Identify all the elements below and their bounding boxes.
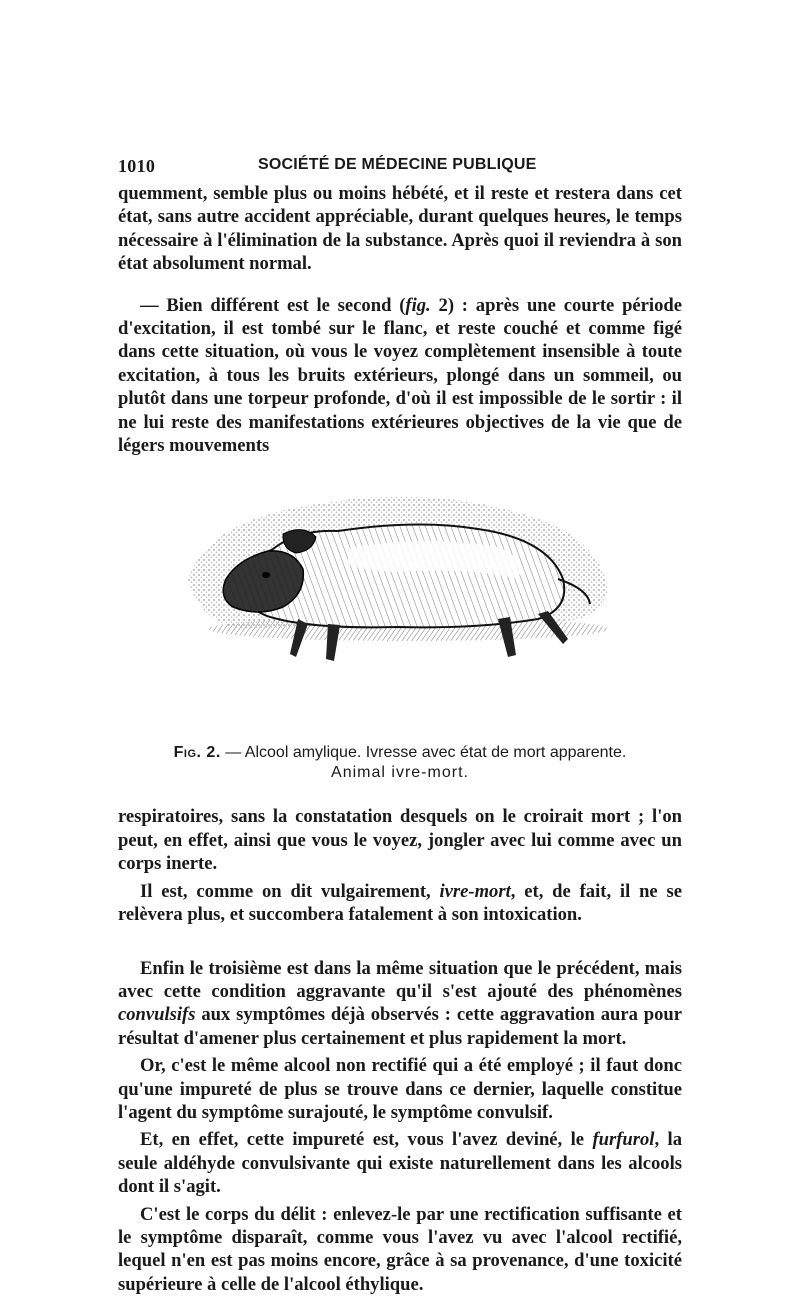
paragraph-text: Et, en effet, cette impureté est, vous l'avez deviné, le (140, 1129, 593, 1151)
paragraph-text: quemment, semble plus ou moins hébété, et il reste et restera dans cet état, sans autre accident appréciable, durant quelques heures, le temps nécessaire à l'élimination de la substance. Après quoi il reviendra à son état absolument normal. (118, 183, 682, 275)
caption-subtitle: Animal ivre-mort. (331, 764, 469, 782)
emphasis-text: ivre-mort (439, 880, 511, 902)
paragraph-third-animal (118, 957, 682, 1051)
figure-caption (118, 743, 682, 783)
paragraph-text: Or, c'est le même alcool non rectifié qui a été employé ; il faut donc qu'une impureté de plus se trouve dans ce dernier, laquelle constitue l'agent du symptôme surajouté, le symptôme convulsif. (118, 1055, 682, 1123)
paragraph-text: aux symptômes déjà observés : cette aggravation aura pour résultat d'amener plus certainement et plus rapidement la mort. (118, 1004, 682, 1049)
figure-label: Fig. 2. (173, 744, 221, 762)
paragraph-conclusion (118, 1203, 682, 1297)
caption-text: — Alcool amylique. Ivresse avec état de mort apparente. (220, 744, 627, 762)
paragraph-respiratory (118, 805, 682, 875)
book-page (118, 150, 682, 1296)
emphasis-text: convulsifs (118, 1004, 196, 1026)
running-title: SOCIÉTÉ DE MÉDECINE PUBLIQUE (258, 156, 537, 173)
paragraph-text: 2) : après une courte période d'excitation, il est tombé sur le flanc, et reste couché et comme figé dans cette situation, où vous le voyez complètement insensible à toute excitation, à tous les bruits extérieurs, plongé dans un sommeil, ou plutôt dans une torpeur profonde, d'où il est impossible de le sortir : il ne lui reste des manifestations extérieures objectives de la vie que de légers mouvements (118, 294, 682, 457)
figure-reference: fig. (405, 294, 431, 316)
paragraph-furfurol (118, 1128, 682, 1198)
emphasis-text: furfurol (592, 1129, 655, 1151)
paragraph-text: — Bien différent est le second ( (140, 294, 406, 316)
paragraph-continuation (118, 182, 682, 276)
paragraph-text: C'est le corps du délit : enlevez-le par une rectification suffisante et le symptôme disparaît, comme vous l'avez vu avec l'alcool rectifié, lequel n'en est pas moins encore, grâce à sa provenance, d'une toxicité supérieure à celle de l'alcool éthylique. (118, 1203, 682, 1295)
paragraph-text: Enfin le troisième est dans la même situation que le précédent, mais avec cette condition aggravante qu'il s'est ajouté des phénomènes (118, 957, 682, 1002)
paragraph-impurity (118, 1054, 682, 1124)
paragraph-text: , et, de fait, il ne se relèvera plus, et succombera fatalement à son intoxication. (118, 880, 682, 926)
page-number: 1010 (118, 156, 156, 176)
paragraph-text: respiratoires, sans la constatation desquels on le croirait mort ; l'on peut, en effet, ainsi que vous le voyez, jongler avec lui comme avec un corps inerte. (118, 806, 682, 875)
paragraph-second-animal (118, 294, 682, 458)
paragraph-text: Il est, comme on dit vulgairement, (140, 880, 440, 902)
guinea-pig-illustration (178, 479, 628, 694)
figure-2 (118, 479, 682, 739)
paragraph-ivre-mort (118, 880, 682, 927)
paragraph-text: , la seule aldéhyde convulsivante qui existe naturellement dans les alcools dont il s'agit. (118, 1129, 682, 1198)
running-head (118, 150, 682, 182)
